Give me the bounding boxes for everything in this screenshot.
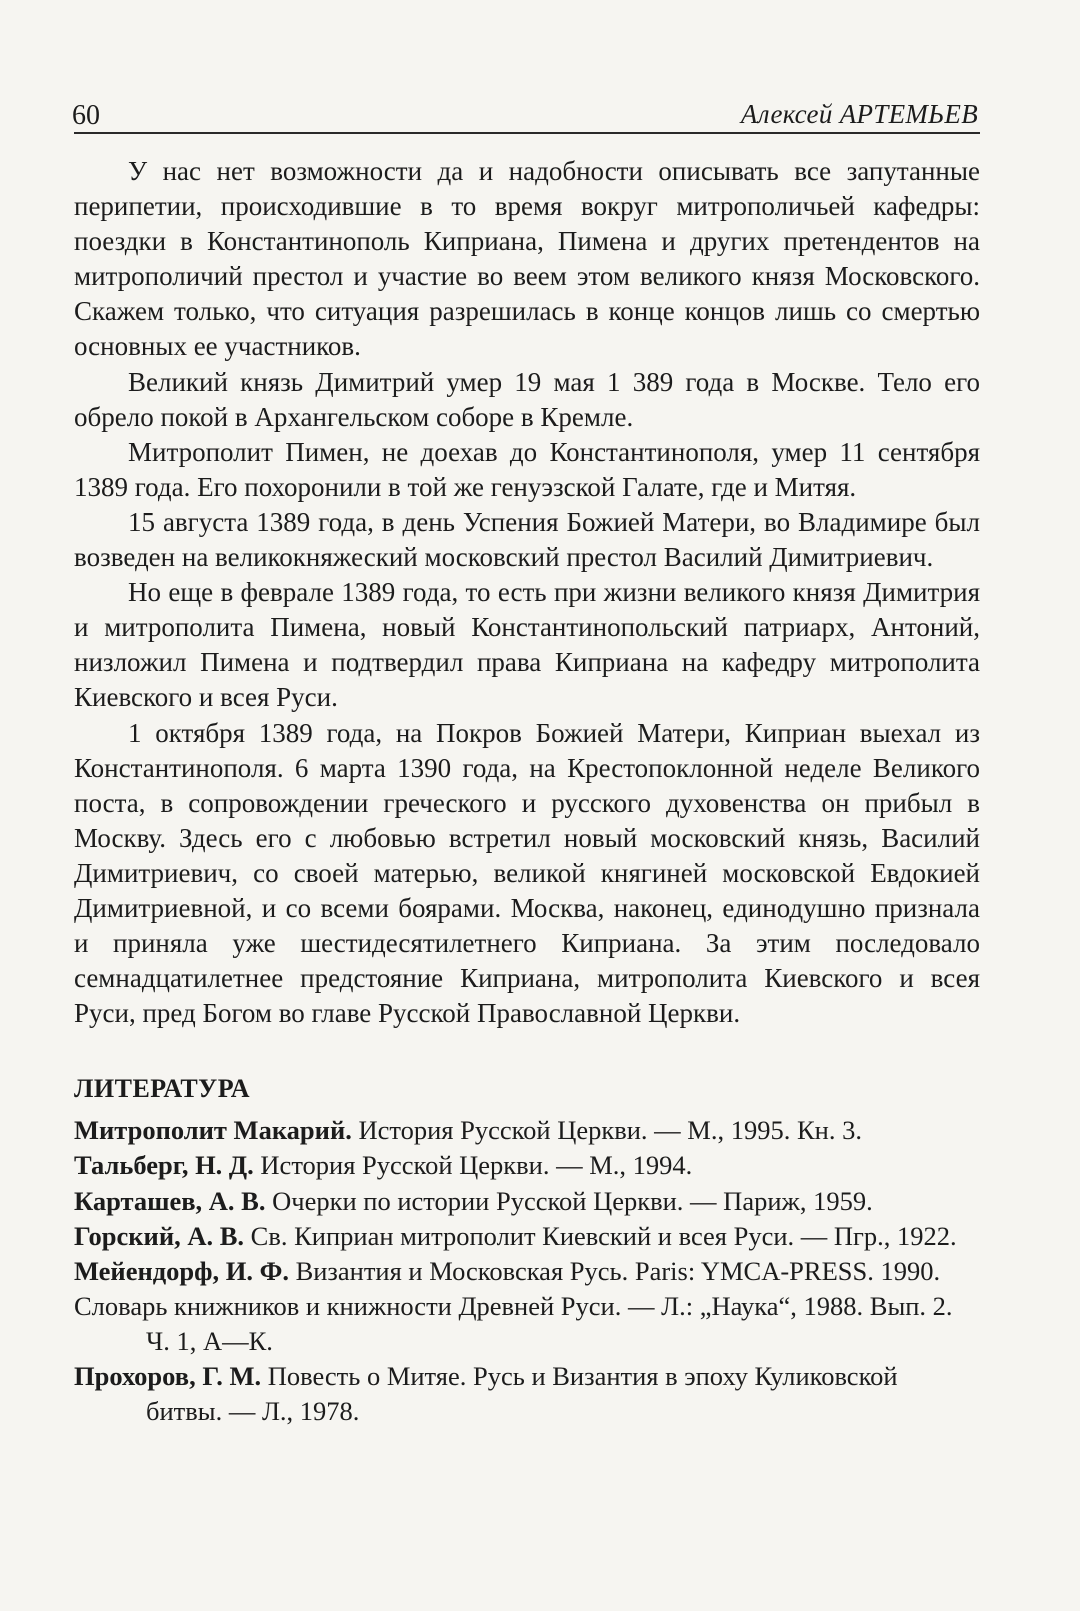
literature-entry <box>74 1184 980 1219</box>
entry-author: Карташев, А. В. <box>74 1185 266 1216</box>
entry-author: Мейендорф, И. Ф. <box>74 1255 289 1286</box>
book-page <box>74 92 980 1429</box>
entry-text: История Русской Церкви. — М., 1994. <box>253 1150 693 1181</box>
entry-author: Тальберг, Н. Д. <box>74 1150 254 1181</box>
running-header <box>74 92 980 134</box>
literature-entry <box>74 1289 980 1359</box>
page-number: 60 <box>72 100 100 131</box>
paragraph: Великий князь Димитрий умер 19 мая 1 389 года в Москве. Тело его обрело покой в Архангельском соборе в Кремле. <box>74 366 980 432</box>
body-text <box>74 154 980 1031</box>
entry-author: Митрополит Макарий. <box>74 1115 352 1146</box>
paragraph: У нас нет возможности да и надобности описывать все запутанные перипетии, происходившие в то время вокруг митрополичьей кафедры: поездки в Константинополь Киприана, Пимена и других претендентов на митрополичий престол и участие во веем этом великого князя Московского. Скажем только, что ситуация разрешилась в конце концов лишь со смертью основных ее участников. <box>74 156 980 362</box>
literature-entry <box>74 1113 980 1148</box>
paragraph: Митрополит Пимен, не доехав до Константинополя, умер 11 сентября 1389 года. Его похоронили в той же генуэзской Галате, где и Митяя. <box>74 436 980 502</box>
entry-author: Прохоров, Г. М. <box>74 1361 262 1391</box>
paragraph: 15 августа 1389 года, в день Успения Божией Матери, во Владимире был возведен на великокняжеский московский престол Василий Димитриевич. <box>74 506 980 573</box>
literature-heading: ЛИТЕРАТУРА <box>74 1074 251 1104</box>
literature-entry <box>74 1148 980 1183</box>
entry-text: История Русской Церкви. — М., 1995. Кн. 3. <box>351 1115 862 1146</box>
entry-text: Св. Киприан митрополит Киевский и всея Руси. — Пгр., 1922. <box>244 1220 957 1251</box>
literature-list <box>74 1113 980 1429</box>
entry-author: Горский, А. В. <box>74 1220 245 1251</box>
entry-text: Византия и Московская Русь. Paris: YMCA-PRESS. 1990. <box>288 1255 941 1286</box>
running-author: Алексей АРТЕМЬЕВ <box>740 99 978 129</box>
literature-entry <box>74 1359 980 1429</box>
paragraph: Но еще в феврале 1389 года, то есть при жизни великого князя Димитрия и митрополита Пимена, новый Константинопольский патриарх, Антоний, низложил Пимена и подтвердил права Киприана на кафедру митрополита Киевского и всея Руси. <box>74 577 980 713</box>
literature-entry <box>74 1254 980 1289</box>
entry-text: Словарь книжников и книжности Древней Руси. — Л.: „Наука“, 1988. Вып. 2. Ч. 1, А—К. <box>74 1290 953 1356</box>
paragraph: 1 октября 1389 года, на Покров Божией Матери, Киприан выехал из Константинополя. 6 марта 1390 года, на Крестопоклонной неделе Великого поста, в сопровождении греческого и русского духовенства он прибыл в Москву. Здесь его с любовью встретил новый московский князь, Василий Димитриевич, со своей матерью, великой княгиней московской Евдокией Димитриевной, и со всеми боярами. Москва, наконец, единодушно признала и приняла уже шестидесятилетнего Киприана. За этим последовало семнадцатилетнее предстояние Киприана, митрополита Киевского и всея Руси, пред Богом во главе Русской Православной Церкви. <box>74 717 980 1029</box>
entry-text: Очерки по истории Русской Церкви. — Париж, 1959. <box>265 1185 873 1216</box>
literature-entry <box>74 1219 980 1254</box>
entry-text: Повесть о Митяе. Русь и Византия в эпоху Куликовской битвы. — Л., 1978. <box>146 1361 898 1427</box>
